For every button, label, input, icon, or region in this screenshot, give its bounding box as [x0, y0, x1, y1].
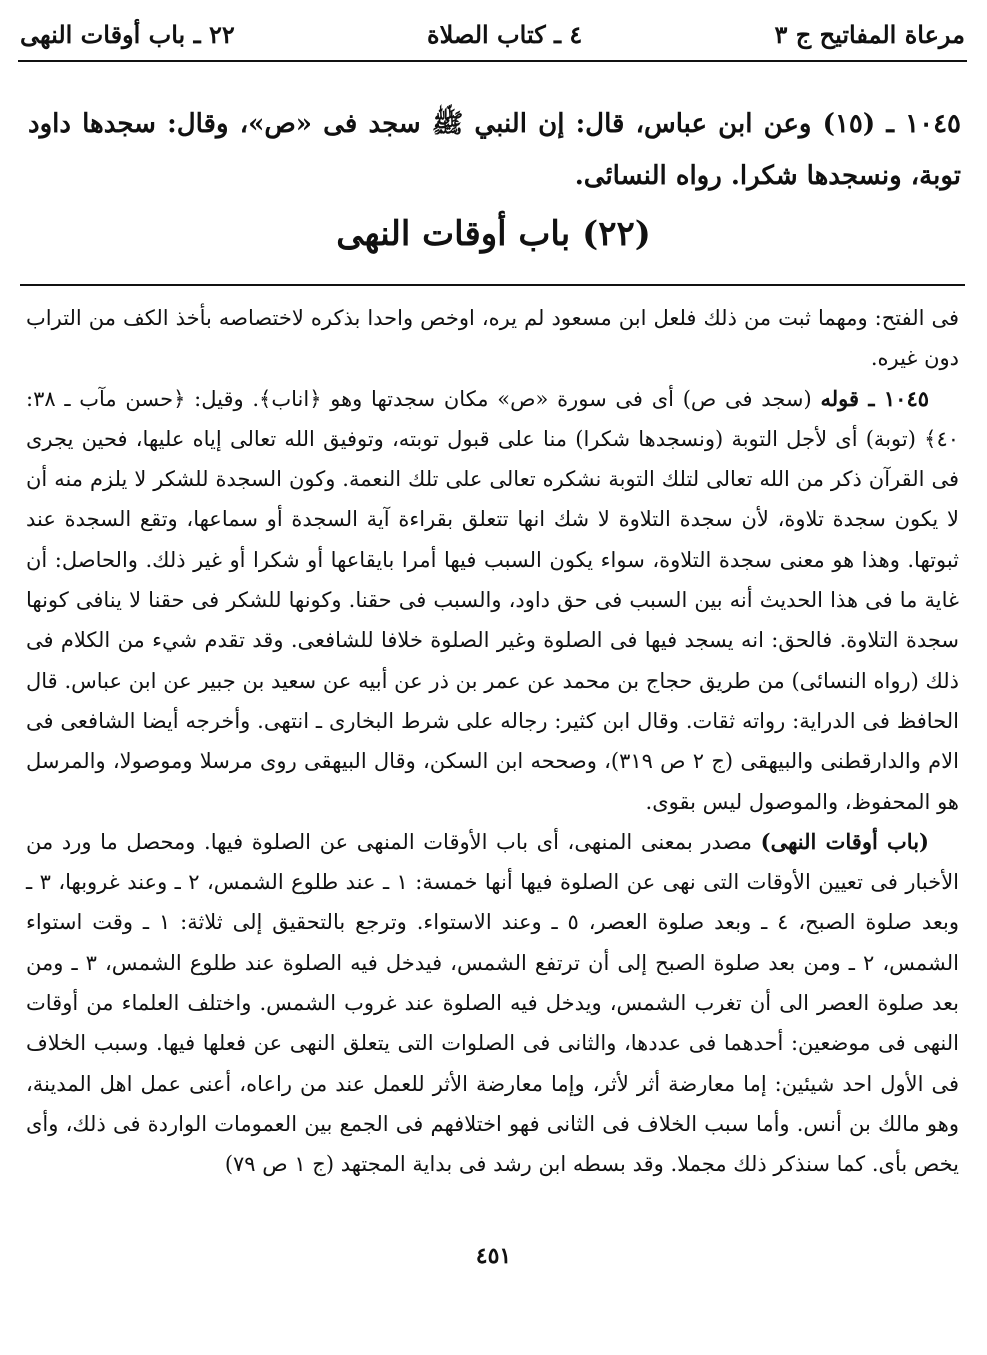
chapter-title: (٢٢) باب أوقات النهى — [336, 214, 651, 254]
commentary — [26, 298, 959, 1185]
section-divider — [20, 284, 965, 286]
page-number: ٤٥١ — [475, 1243, 512, 1269]
header-book-title: مرعاة المفاتيح ج ٣ — [774, 19, 965, 49]
hadith-text: ١٠٤٥ ـ (١٥) وعن ابن عباس، قال: إن النبي ﷺ سجد فى «ص»، وقال: سجدها داود توبة، ونسجدها شكرا. رواه النسائى. — [28, 109, 961, 191]
header-divider — [18, 60, 967, 62]
commentary-paragraph-2-text: (سجد فى ص) أى فى سورة «ص» مكان سجدتها وهو ﴿اناب﴾. وقيل: ﴿حسن مآب ـ ٣٨: ٤٠﴾ (توبة) أى لأجل التوبة (ونسجدها شكرا) منا على قبول توبته، وتوفيق الله تعالى إياه عليها، فحين يجرى فى القرآن ذكر من الله تعالى لتلك التوبة نشكره تعالى على تلك النعمة. وكون السجدة للشكر لا يلزم منه أن لا يكون سجدة تلاوة، لأن سجدة التلاوة لا شك انها تتعلق بقراءة آية السجدة أو سماعها، وتقع السجدة عند ثبوتها. وهذا هو معنى سجدة التلاوة، سواء يكون السبب فيها أمرا بايقاعها أو شكرا أو غير ذلك. والحاصل: أن غاية ما فى هذا الحديث أنه بين السبب فى حق داود، والسبب فى حقنا. وكونها للشكر فى حقنا لا ينافى كونها سجدة التلاوة. فالحق: انه يسجد فيها فى الصلوة وغير الصلوة خلافا للشافعى. وقد تقدم شيء من الكلام فى ذلك (رواه النسائى) من طريق حجاج بن محمد عن عمر بن ذر عن أبيه عن سعيد بن جبير عن ابن عباس. قال الحافظ فى الدراية: رواته ثقات. وقال ابن كثير: رجاله على شرط البخارى ـ انتهى. وأخرجه أيضا الشافعى فى الام والدارقطنى والبيهقى (ج ٢ ص ٣١٩)، وصححه ابن السكن، وقال البيهقى روى مرسلا وموصولا، والمرسل هو المحفوظ، والموصول ليس بقوى. — [26, 386, 959, 814]
commentary-paragraph-3 — [26, 822, 959, 1185]
commentary-paragraph-2 — [26, 379, 959, 822]
header-book-section: ٤ ـ كتاب الصلاة — [427, 19, 583, 49]
hadith-reference: ١٠٤٥ ـ قوله — [820, 385, 930, 411]
header-chapter: ٢٢ ـ باب أوقات النهى — [20, 19, 235, 49]
running-header — [20, 14, 965, 54]
commentary-paragraph-1: فى الفتح: ومهما ثبت من ذلك فلعل ابن مسعود لم يره، اوخص واحدا بذكره لاختصاصه بأخذ الكف من التراب دون غيره. — [26, 306, 959, 371]
chapter-reference: (باب أوقات النهى) — [760, 828, 929, 854]
commentary-paragraph-3-text: مصدر بمعنى المنهى، أى باب الأوقات المنهى عن الصلوة فيها. ومحصل ما ورد من الأخبار فى تعيين الأوقات التى نهى عن الصلوة فيها أنها خمسة: ١ ـ عند طلوع الشمس، ٢ ـ وعند غروبها، ٣ ـ وبعد صلوة الصبح، ٤ ـ وبعد صلوة العصر، ٥ ـ وعند الاستواء. وترجع بالتحقيق إلى ثلاثة: ١ ـ وقت استواء الشمس، ٢ ـ ومن بعد صلوة الصبح إلى أن ترتفع الشمس، فيدخل فيه الصلوة عند طلوع الشمس، ٣ ـ ومن بعد صلوة العصر الى أن تغرب الشمس، ويدخل فيه الصلوة عند غروب الشمس. واختلف العلماء من أوقات النهى فى موضعين: أحدهما فى عددها، والثانى فى الصلوات التى يتعلق النهى عن فعلها فيها. وسبب الخلاف فى الأول احد شيئين: إما معارضة أثر لأثر، وإما معارضة الأثر للعمل عند من راعاه، أعنى عمل اهل المدينة، وهو مالك بن أنس. وأما سبب الخلاف فى الثانى فهو اختلافهم فى الجمع بين العمومات الواردة فى ذلك، وأى يخص بأى. كما سنذكر ذلك مجملا. وقد بسطه ابن رشد فى بداية المجتهد (ج ١ ص ٧٩) — [26, 829, 960, 1177]
